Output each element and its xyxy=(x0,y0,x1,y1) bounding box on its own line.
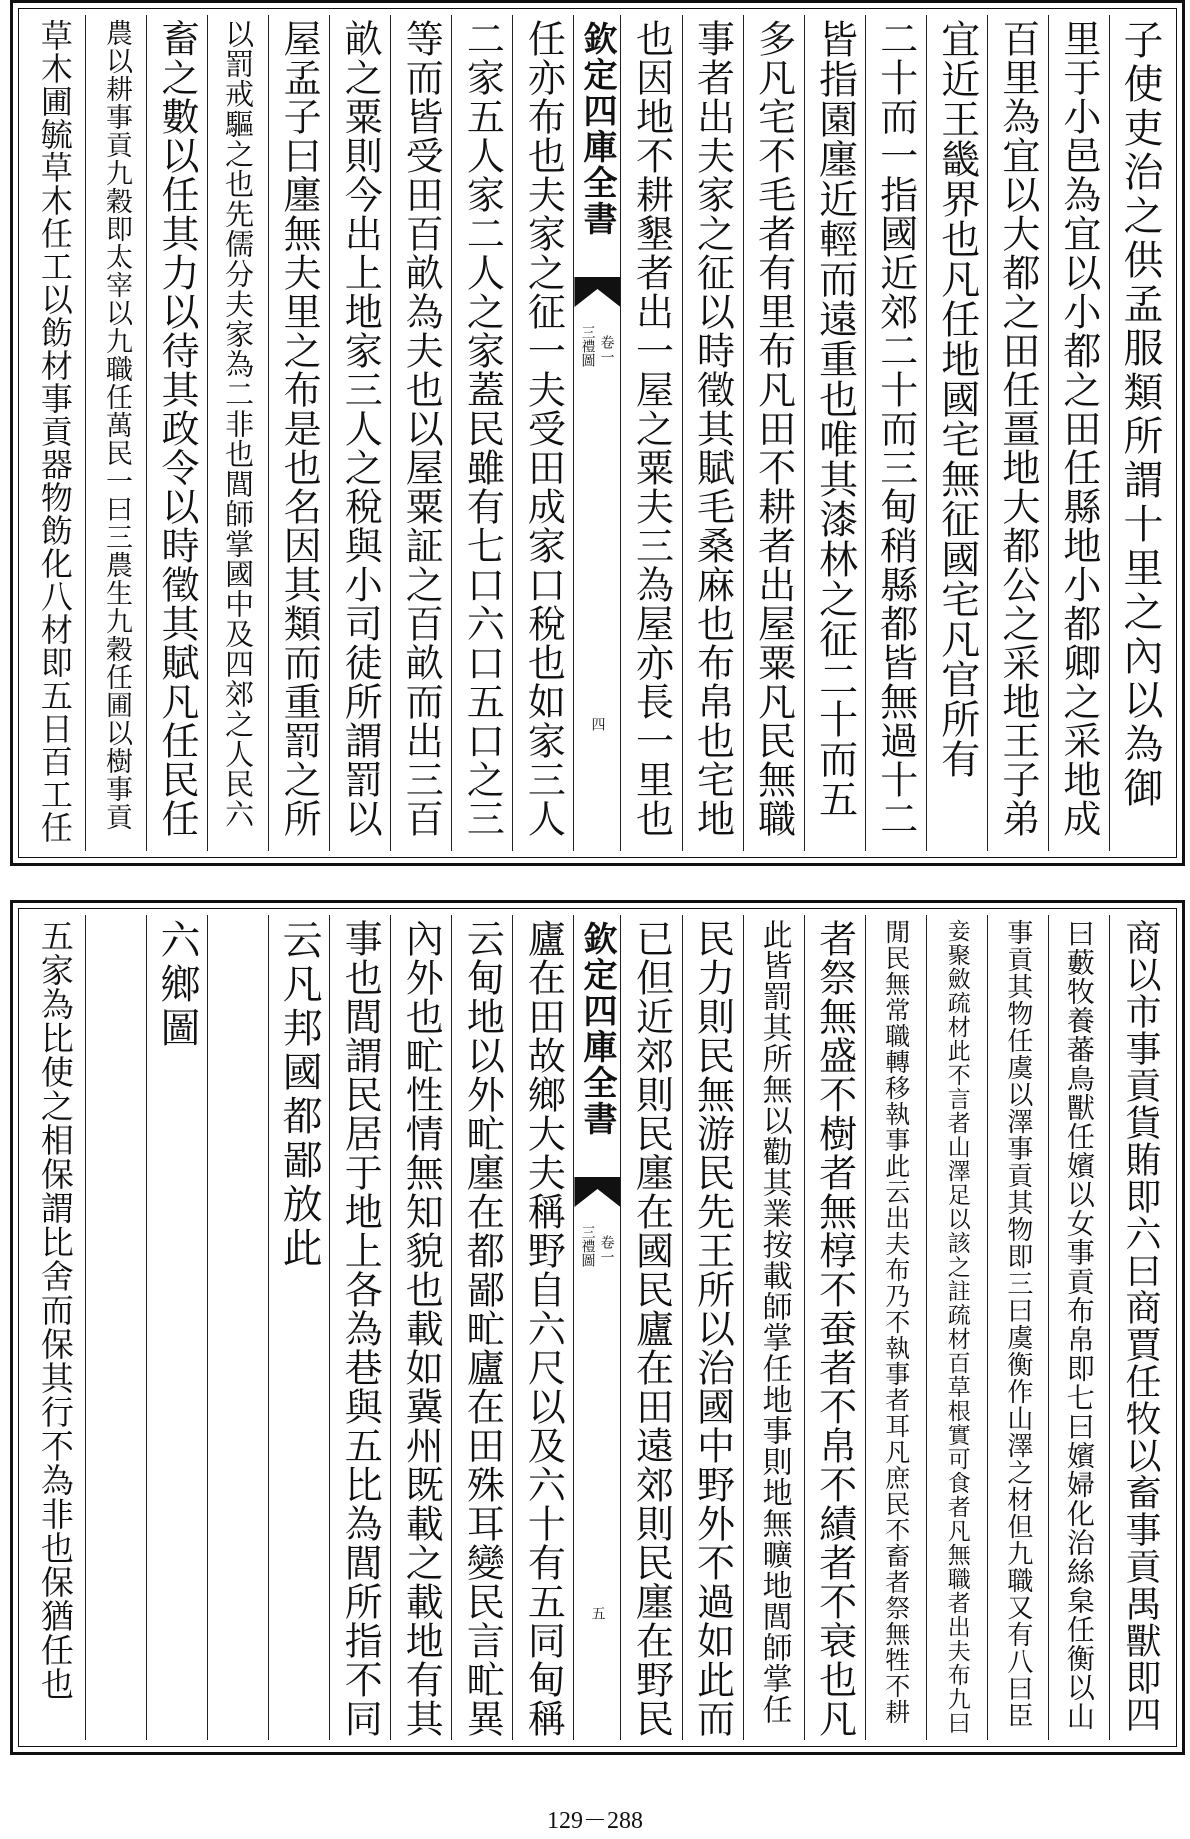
top-page-frame xyxy=(10,0,1185,866)
bottom-fish-tail-mark xyxy=(574,1177,620,1207)
bottom-column-text: 六鄉圖 xyxy=(154,919,201,1051)
top-column-text: 二家五人家二人之家蓋民雖有七口六口五口之三 xyxy=(460,19,505,838)
bottom-book-title: 欽定四庫全書 xyxy=(576,921,617,1137)
bottom-column-text: 妾聚斂疏材此不言者山澤足以該之註疏材百草根實可食者凡無職者出夫布九曰 xyxy=(943,919,970,1735)
bottom-text-column xyxy=(1048,915,1109,1740)
bottom-page-columns xyxy=(25,915,1170,1740)
top-text-column xyxy=(804,15,865,851)
top-text-column xyxy=(512,15,573,851)
bottom-text-column xyxy=(682,915,743,1740)
top-text-column xyxy=(25,15,85,851)
top-fish-tail-mark xyxy=(574,277,620,307)
bottom-text-column xyxy=(25,915,85,1740)
top-text-column xyxy=(743,15,804,851)
bottom-text-column xyxy=(207,915,268,1740)
bottom-text-column xyxy=(390,915,451,1740)
bottom-column-text: 事也閭謂民居于地上各為巷與五比為閭所指不同 xyxy=(338,919,383,1738)
top-text-column xyxy=(682,15,743,851)
bottom-text-column xyxy=(865,915,926,1740)
top-column-text: 農以耕事貢九穀即太宰以九職任萬民一曰三農生九穀任圃以樹事貢 xyxy=(100,19,132,831)
bottom-text-column xyxy=(926,915,987,1740)
top-column-text: 草木圃毓草木任工以飭材事貢器物飭化八材即五日百工任 xyxy=(35,19,74,844)
top-book-title: 欽定四庫全書 xyxy=(576,21,617,237)
bottom-text-column xyxy=(620,915,681,1740)
bottom-text-column xyxy=(85,915,146,1740)
top-text-column xyxy=(926,15,987,851)
top-volume-label: 卷一 xyxy=(598,335,615,365)
top-page-marker: 四 xyxy=(589,717,606,731)
bottom-column-text: 已但近郊則民廛在國民廬在田遠郊則民廛在野民 xyxy=(629,919,674,1738)
top-column-text: 畝之粟則今出上地家三人之稅與小司徒所謂罰以 xyxy=(338,19,383,838)
top-column-text: 二十而一指國近郊二十而三甸稍縣都皆無過十二 xyxy=(873,19,918,838)
top-text-column xyxy=(329,15,390,851)
top-text-column xyxy=(146,15,207,851)
top-column-text: 多凡宅不毛者有里布凡田不耕者出屋粟凡民無職 xyxy=(751,19,796,838)
top-section-label: 三禮圖 xyxy=(579,325,596,367)
top-text-column xyxy=(268,15,329,851)
bottom-column-text: 事貢其物任虞以澤事貢其物即三曰虞衡作山澤之材但九職又有八曰臣 xyxy=(1002,919,1033,1729)
top-text-column xyxy=(1048,15,1109,851)
top-text-column xyxy=(620,15,681,851)
bottom-column-text: 五家為比使之相保謂比舍而保其行不為非也保猶任也 xyxy=(35,919,75,1701)
top-text-column xyxy=(451,15,512,851)
top-column-text: 宜近王畿界也凡任地國宅無征國宅凡官所有 xyxy=(934,19,980,779)
bottom-text-column xyxy=(268,915,329,1740)
bottom-column-text: 內外也甿性情無知貌也載如冀州既載之載地有其 xyxy=(399,919,444,1738)
bottom-column-text: 商以市事貢貨賄即六曰商賈任牧以畜事貢禺獸即四 xyxy=(1119,919,1161,1733)
bottom-column-text: 者祭無盛不樹者無椁不蚕者不帛不績者不衰也凡 xyxy=(812,919,857,1738)
top-column-text: 也因地不耕墾者出一屋之粟夫三為屋亦長一里也 xyxy=(629,19,674,838)
top-column-text: 等而皆受田百畝為夫也以屋粟証之百畝而出三百 xyxy=(399,19,444,838)
bottom-text-column xyxy=(146,915,207,1740)
top-text-column xyxy=(865,15,926,851)
bottom-text-column xyxy=(804,915,865,1740)
top-column-text: 任亦布也夫家之征一夫受田成家口稅也如家三人 xyxy=(521,19,566,838)
top-text-column xyxy=(390,15,451,851)
bottom-column-text: 廬在田故鄉大夫稱野自六尺以及六十有五同甸稱 xyxy=(521,919,566,1738)
top-column-text: 皆指園廛近輕而遠重也唯其漆林之征二十而五 xyxy=(812,19,858,819)
bottom-text-column xyxy=(1109,915,1170,1740)
bottom-page-frame xyxy=(10,900,1185,1755)
top-column-text: 屋孟子曰廛無夫里之布是也名因其類而重罰之所 xyxy=(277,19,322,838)
top-page-columns xyxy=(25,15,1170,851)
bottom-text-column xyxy=(743,915,804,1740)
top-text-column xyxy=(1109,15,1170,851)
top-text-column xyxy=(85,15,146,851)
bottom-column-text: 曰藪牧養蕃鳥獸任嬪以女事貢布帛即七曰嬪婦化治絲枲任衡以山 xyxy=(1062,919,1096,1731)
bottom-volume-label: 卷一 xyxy=(598,1235,615,1265)
top-column-text: 百里為宜以大都之田任畺地大都公之采地王子弟 xyxy=(995,19,1040,838)
top-column-text: 以罰戒驅之也先儒分夫家為二非也閭師掌國中及四郊之人民六 xyxy=(221,19,256,829)
bottom-text-column xyxy=(512,915,573,1740)
bottom-column-text: 此皆罰其所無以勸其業按載師掌任地事則地無曠地閭師掌任 xyxy=(756,919,792,1725)
top-column-text: 畜之數以任其力以待其政令以時徵其賦凡任民任 xyxy=(155,19,200,838)
bottom-column-text: 民力則民無游民先王所以治國中野外不過如此而 xyxy=(690,919,735,1738)
top-column-text: 事者出夫家之征以時徵其賦毛桑麻也布帛也宅地 xyxy=(690,19,735,838)
top-text-column xyxy=(207,15,268,851)
bottom-text-column xyxy=(329,915,390,1740)
bottom-text-column xyxy=(987,915,1048,1740)
top-text-column xyxy=(987,15,1048,851)
bottom-center-strip xyxy=(573,915,620,1740)
bottom-column-text: 云凡邦國都鄙放此 xyxy=(276,919,323,1271)
page-number: 129－288 xyxy=(547,1808,643,1834)
top-column-text: 子使吏治之供孟服類所謂十里之內以為御 xyxy=(1116,19,1163,811)
bottom-section-label: 三禮圖 xyxy=(579,1225,596,1267)
bottom-column-text: 閒民無常職轉移執事此云出夫布乃不執事者耳凡庶民不畜者祭無牲不耕 xyxy=(881,919,911,1725)
top-column-text: 里于小邑為宜以小都之田任縣地小都卿之采地成 xyxy=(1056,19,1101,838)
top-center-strip xyxy=(573,15,620,851)
bottom-text-column xyxy=(451,915,512,1740)
bottom-page-marker: 五 xyxy=(589,1606,606,1620)
bottom-column-text: 云甸地以外甿廛在都鄙甿廬在田殊耳變民言甿異 xyxy=(460,919,505,1738)
